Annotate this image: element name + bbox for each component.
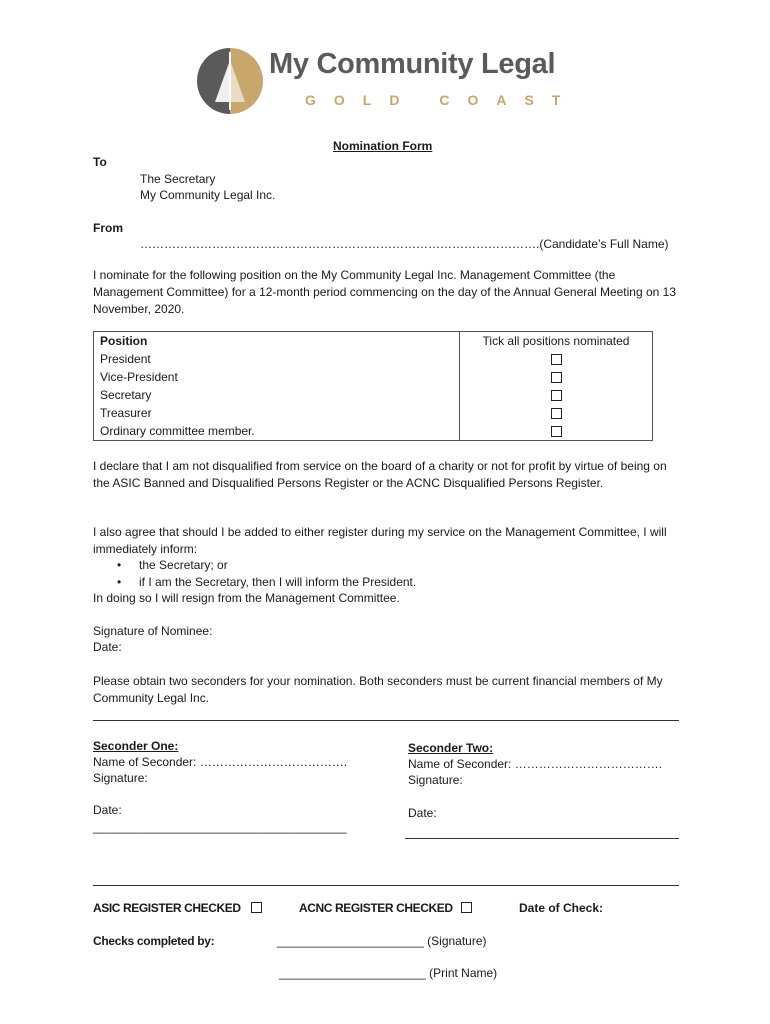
acnc-checkbox[interactable] <box>461 902 472 913</box>
table-header-tick <box>460 332 653 441</box>
seconder-two-date-label: Date: <box>408 806 437 820</box>
declare-paragraph: I declare that I am not disqualified from service on the board of a charity or not for profit by virtue of being on the ASIC Banned and Disqualified Persons Register or the ACNC Disqualified Persons Register. <box>93 459 667 490</box>
nominee-date-label: Date: <box>93 640 122 654</box>
position-header: Position <box>100 334 148 348</box>
checks-completed-label: Checks completed by: <box>93 934 215 948</box>
seconder-two-name-field[interactable]: Name of Seconder: ………………………………. <box>408 757 663 771</box>
checkbox-secretary[interactable] <box>551 390 562 401</box>
table-row-label: President <box>100 352 151 366</box>
candidate-name-field[interactable]: ……………………………………………………………………………………….(Candidate’s Full Name) <box>140 237 669 251</box>
nominee-signature-label: Signature of Nominee: <box>93 624 213 638</box>
seconder-one-signature-label: Signature: <box>93 771 148 785</box>
date-of-check-label: Date of Check: <box>519 901 604 915</box>
acnc-checked-label: ACNC REGISTER CHECKED <box>299 901 453 915</box>
table-row-label: Ordinary committee member. <box>100 424 255 438</box>
asic-checkbox[interactable] <box>251 902 262 913</box>
divider <box>93 885 679 886</box>
positions-table <box>93 331 653 441</box>
to-line-2: My Community Legal Inc. <box>140 188 276 202</box>
seconder-two-title: Seconder Two: <box>408 741 494 755</box>
logo-emblem-icon <box>195 46 265 116</box>
tick-header: Tick all positions nominated <box>482 334 630 348</box>
checker-signature-field[interactable]: ______________________ (Signature) <box>277 934 487 948</box>
logo-subtitle: GOLD COAST <box>305 92 579 108</box>
checkbox-ordinary-member[interactable] <box>551 426 562 437</box>
table-row-label: Treasurer <box>100 406 152 420</box>
seconder-one-name-field[interactable]: Name of Seconder: ………………………………. <box>93 755 348 769</box>
logo <box>195 46 580 116</box>
checker-print-name-field[interactable]: ______________________ (Print Name) <box>279 966 498 980</box>
seconders-paragraph: Please obtain two seconders for your nomination. Both seconders must be current financial members of My Community Legal Inc. <box>93 674 663 705</box>
resign-text: In doing so I will resign from the Management Committee. <box>93 591 400 605</box>
seconder-one-date-label: Date: <box>93 803 122 817</box>
agree-paragraph: I also agree that should I be added to either register during my service on the Management Committee, I will immediately inform: <box>93 525 667 556</box>
list-item: • the Secretary; or <box>117 557 416 574</box>
seconder-one-line: ______________________________________ <box>93 820 347 834</box>
nominate-paragraph: I nominate for the following position on the My Community Legal Inc. Management Committee (the Management Committee) for a 12-month period commencing on the day of the Annual General Meeting on 13 November, 2020. <box>93 268 677 316</box>
form-title: Nomination Form <box>333 139 433 153</box>
table-row-label: Vice-President <box>100 370 178 384</box>
checkbox-president[interactable] <box>551 354 562 365</box>
divider <box>93 720 679 721</box>
checkbox-treasurer[interactable] <box>551 408 562 419</box>
from-label: From <box>93 221 123 235</box>
logo-title: My Community Legal <box>269 48 556 80</box>
seconder-two-line <box>405 838 679 839</box>
inform-list <box>117 557 416 591</box>
asic-checked-label: ASIC REGISTER CHECKED <box>93 901 241 915</box>
checkbox-vice-president[interactable] <box>551 372 562 383</box>
list-item: • if I am the Secretary, then I will inform the President. <box>117 574 416 591</box>
table-header-position <box>94 332 460 441</box>
to-line-1: The Secretary <box>140 172 216 186</box>
table-row-label: Secretary <box>100 388 152 402</box>
seconder-one-title: Seconder One: <box>93 739 179 753</box>
to-label: To <box>93 155 107 169</box>
seconder-two-signature-label: Signature: <box>408 773 463 787</box>
